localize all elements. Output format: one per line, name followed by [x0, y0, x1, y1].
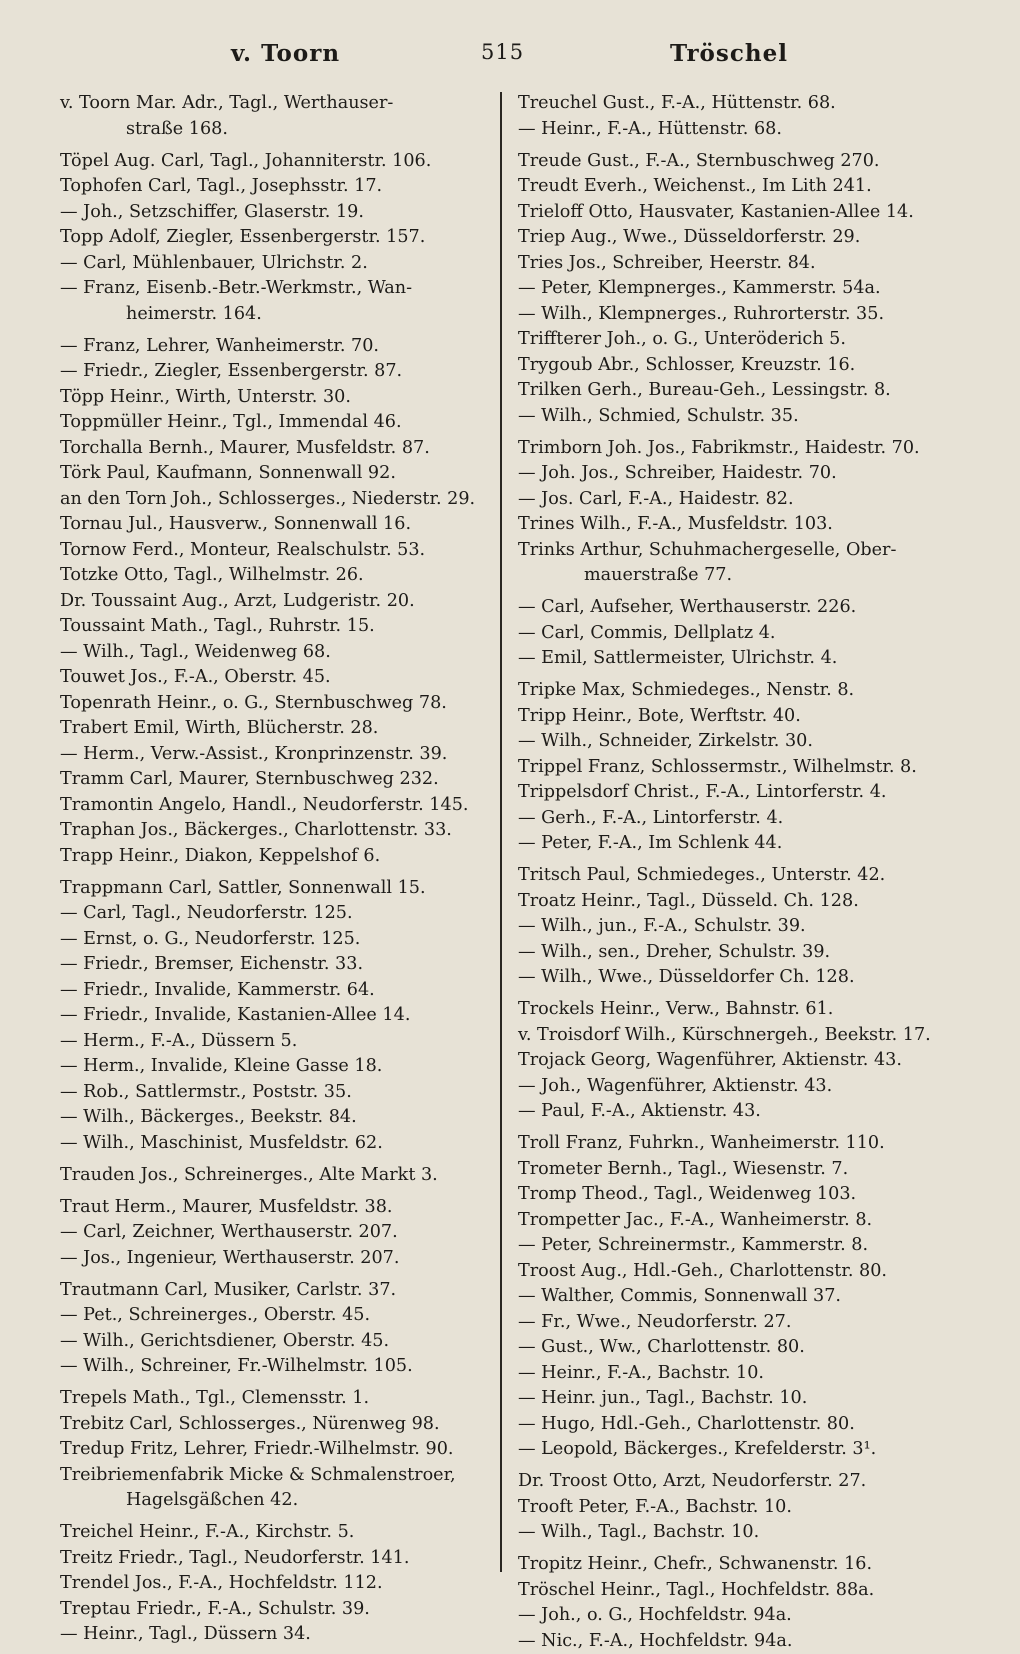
directory-entry: Trilken Gerh., Bureau-Geh., Lessingstr. 8.: [518, 378, 965, 404]
directory-entry: Trines Wilh., F.-A., Musfeldstr. 103.: [518, 512, 965, 538]
directory-entry: Trojack Georg, Wagenführer, Aktienstr. 43.: [518, 1048, 965, 1074]
directory-entry: — Peter, Schreinermstr., Kammerstr. 8.: [518, 1233, 965, 1259]
directory-entry: — Franz, Eisenb.-Betr.-Werkmstr., Wan-: [60, 276, 492, 302]
directory-entry: Trooft Peter, F.-A., Bachstr. 10.: [518, 1495, 965, 1521]
directory-entry: Toppmüller Heinr., Tgl., Immendal 46.: [60, 410, 492, 436]
right-column: [518, 91, 965, 1654]
directory-entry: Triffterer Joh., o. G., Unteröderich 5.: [518, 327, 965, 353]
directory-entry: Trieloff Otto, Hausvater, Kastanien-Allee 14.: [518, 200, 965, 226]
directory-entry: Troll Franz, Fuhrkn., Wanheimerstr. 110.: [518, 1131, 965, 1157]
directory-entry: v. Toorn Mar. Adr., Tagl., Werthauser-: [60, 91, 492, 117]
directory-entry: Trockels Heinr., Verw., Bahnstr. 61.: [518, 997, 965, 1023]
directory-entry: Dr. Troost Otto, Arzt, Neudorferstr. 27.: [518, 1469, 965, 1495]
directory-entry: Tropitz Heinr., Chefr., Schwanenstr. 16.: [518, 1552, 965, 1578]
directory-entry: Traut Herm., Maurer, Musfeldstr. 38.: [60, 1195, 492, 1221]
directory-entry: — Peter, F.-A., Im Schlenk 44.: [518, 831, 965, 857]
directory-entry: Treitz Friedr., Tagl., Neudorferstr. 141.: [60, 1546, 492, 1572]
entry-continuation: mauerstraße 77.: [518, 563, 965, 589]
directory-entry: — Wilh., Bäckerges., Beekstr. 84.: [60, 1105, 492, 1131]
directory-entry: Touwet Jos., F.-A., Oberstr. 45.: [60, 665, 492, 691]
directory-entry: — Jos. Carl, F.-A., Haidestr. 82.: [518, 487, 965, 513]
directory-entry: — Pet., Schreinerges., Oberstr. 45.: [60, 1303, 492, 1329]
directory-entry: an den Torn Joh., Schlosserges., Niederstr. 29.: [60, 487, 492, 513]
directory-entry: — Herm., Verw.-Assist., Kronprinzenstr. 39.: [60, 742, 492, 768]
directory-entry: — Wilh., Gerichtsdiener, Oberstr. 45.: [60, 1329, 492, 1355]
directory-entry: — Friedr., Ziegler, Essenbergerstr. 87.: [60, 359, 492, 385]
directory-entry: Tritsch Paul, Schmiedeges., Unterstr. 42.: [518, 863, 965, 889]
directory-entry: — Hugo, Hdl.-Geh., Charlottenstr. 80.: [518, 1412, 965, 1438]
directory-entry: — Friedr., Invalide, Kammerstr. 64.: [60, 978, 492, 1004]
directory-entry: — Paul, F.-A., Aktienstr. 43.: [518, 1099, 965, 1125]
directory-entry: Tröschel Heinr., Tagl., Hochfeldstr. 88a.: [518, 1578, 965, 1604]
directory-entry: Tripp Heinr., Bote, Werftstr. 40.: [518, 704, 965, 730]
directory-entry: Treuchel Gust., F.-A., Hüttenstr. 68.: [518, 91, 965, 117]
directory-entry: Trauden Jos., Schreinerges., Alte Markt 3.: [60, 1163, 492, 1189]
directory-entry: — Jos., Ingenieur, Werthauserstr. 207.: [60, 1246, 492, 1272]
directory-entry: Tries Jos., Schreiber, Heerstr. 84.: [518, 251, 965, 277]
directory-entry: — Joh. Jos., Schreiber, Haidestr. 70.: [518, 461, 965, 487]
entry-continuation: straße 168.: [60, 117, 492, 143]
directory-entry: Trabert Emil, Wirth, Blücherstr. 28.: [60, 716, 492, 742]
directory-entry: — Carl, Zeichner, Werthauserstr. 207.: [60, 1220, 492, 1246]
page-header: [58, 40, 963, 76]
directory-entry: Treptau Friedr., F.-A., Schulstr. 39.: [60, 1597, 492, 1623]
header-left-keyword: v. Toorn: [231, 40, 340, 67]
directory-entry: — Wilh., Schmied, Schulstr. 35.: [518, 404, 965, 430]
directory-entry: Trendel Jos., F.-A., Hochfeldstr. 112.: [60, 1571, 492, 1597]
directory-entry: Trygoub Abr., Schlosser, Kreuzstr. 16.: [518, 353, 965, 379]
directory-entry: Tornow Ferd., Monteur, Realschulstr. 53.: [60, 538, 492, 564]
directory-entry: — Gust., Ww., Charlottenstr. 80.: [518, 1335, 965, 1361]
directory-entry: Trebitz Carl, Schlosserges., Nürenweg 98.: [60, 1412, 492, 1438]
directory-entry: — Heinr., F.-A., Hüttenstr. 68.: [518, 117, 965, 143]
directory-entry: Toussaint Math., Tagl., Ruhrstr. 15.: [60, 614, 492, 640]
directory-entry: — Carl, Aufseher, Werthauserstr. 226.: [518, 595, 965, 621]
directory-entry: Tornau Jul., Hausverw., Sonnenwall 16.: [60, 512, 492, 538]
directory-entry: — Walther, Commis, Sonnenwall 37.: [518, 1284, 965, 1310]
directory-entry: Tophofen Carl, Tagl., Josephsstr. 17.: [60, 174, 492, 200]
directory-entry: — Franz, Lehrer, Wanheimerstr. 70.: [60, 334, 492, 360]
directory-entry: — Ernst, o. G., Neudorferstr. 125.: [60, 927, 492, 953]
directory-entry: — Wilh., sen., Dreher, Schulstr. 39.: [518, 940, 965, 966]
directory-entry: Trippel Franz, Schlossermstr., Wilhelmstr. 8.: [518, 755, 965, 781]
directory-entry: — Wilh., Tagl., Weidenweg 68.: [60, 640, 492, 666]
directory-entry: — Friedr., Invalide, Kastanien-Allee 14.: [60, 1003, 492, 1029]
entry-continuation: Hagelsgäßchen 42.: [60, 1488, 492, 1514]
column-divider: [500, 92, 502, 1572]
directory-entry: Troatz Heinr., Tagl., Düsseld. Ch. 128.: [518, 889, 965, 915]
directory-entry: Tromp Theod., Tagl., Weidenweg 103.: [518, 1182, 965, 1208]
left-column: [60, 91, 492, 1648]
directory-entry: — Joh., o. G., Hochfeldstr. 94a.: [518, 1603, 965, 1629]
directory-entry: Trippelsdorf Christ., F.-A., Lintorferstr. 4.: [518, 780, 965, 806]
directory-entry: — Carl, Mühlenbauer, Ulrichstr. 2.: [60, 251, 492, 277]
directory-entry: Trapp Heinr., Diakon, Keppelshof 6.: [60, 844, 492, 870]
directory-entry: Trappmann Carl, Sattler, Sonnenwall 15.: [60, 876, 492, 902]
directory-entry: Tripke Max, Schmiedeges., Nenstr. 8.: [518, 678, 965, 704]
directory-entry: — Heinr. jun., Tagl., Bachstr. 10.: [518, 1386, 965, 1412]
directory-entry: — Carl, Tagl., Neudorferstr. 125.: [60, 901, 492, 927]
directory-entry: — Carl, Commis, Dellplatz 4.: [518, 621, 965, 647]
directory-entry: — Wilh., Schreiner, Fr.-Wilhelmstr. 105.: [60, 1354, 492, 1380]
directory-entry: — Herm., Invalide, Kleine Gasse 18.: [60, 1054, 492, 1080]
directory-entry: Trometer Bernh., Tagl., Wiesenstr. 7.: [518, 1157, 965, 1183]
directory-entry: Trompetter Jac., F.-A., Wanheimerstr. 8.: [518, 1208, 965, 1234]
directory-entry: v. Troisdorf Wilh., Kürschnergeh., Beekstr. 17.: [518, 1023, 965, 1049]
directory-entry: — Fr., Wwe., Neudorferstr. 27.: [518, 1310, 965, 1336]
directory-entry: Treudt Everh., Weichenst., Im Lith 241.: [518, 174, 965, 200]
directory-entry: — Heinr., Tagl., Düssern 34.: [60, 1622, 492, 1648]
directory-entry: — Nic., F.-A., Hochfeldstr. 94a.: [518, 1629, 965, 1654]
directory-entry: — Wilh., Schneider, Zirkelstr. 30.: [518, 729, 965, 755]
directory-entry: Törk Paul, Kaufmann, Sonnenwall 92.: [60, 461, 492, 487]
directory-entry: Triep Aug., Wwe., Düsseldorferstr. 29.: [518, 225, 965, 251]
directory-entry: Troost Aug., Hdl.-Geh., Charlottenstr. 80.: [518, 1259, 965, 1285]
directory-entry: Trinks Arthur, Schuhmachergeselle, Ober-: [518, 538, 965, 564]
directory-entry: Treude Gust., F.-A., Sternbuschweg 270.: [518, 149, 965, 175]
directory-entry: — Wilh., Maschinist, Musfeldstr. 62.: [60, 1131, 492, 1157]
directory-entry: Treichel Heinr., F.-A., Kirchstr. 5.: [60, 1520, 492, 1546]
directory-entry: — Joh., Setzschiffer, Glaserstr. 19.: [60, 200, 492, 226]
entry-continuation: heimerstr. 164.: [60, 302, 492, 328]
directory-entry: Topenrath Heinr., o. G., Sternbuschweg 78.: [60, 691, 492, 717]
header-right-keyword: Tröschel: [670, 40, 788, 67]
directory-entry: — Friedr., Bremser, Eichenstr. 33.: [60, 952, 492, 978]
directory-entry: — Leopold, Bäckerges., Krefelderstr. 3¹.: [518, 1437, 965, 1463]
directory-entry: Trimborn Joh. Jos., Fabrikmstr., Haidestr. 70.: [518, 436, 965, 462]
directory-entry: Trautmann Carl, Musiker, Carlstr. 37.: [60, 1278, 492, 1304]
directory-entry: Tramm Carl, Maurer, Sternbuschweg 232.: [60, 767, 492, 793]
directory-entry: — Rob., Sattlermstr., Poststr. 35.: [60, 1080, 492, 1106]
directory-entry: Treibriemenfabrik Micke & Schmalenstroer,: [60, 1463, 492, 1489]
directory-entry: — Emil, Sattlermeister, Ulrichstr. 4.: [518, 646, 965, 672]
directory-entry: Torchalla Bernh., Maurer, Musfeldstr. 87.: [60, 436, 492, 462]
directory-entry: Töpp Heinr., Wirth, Unterstr. 30.: [60, 385, 492, 411]
directory-entry: Tredup Fritz, Lehrer, Friedr.-Wilhelmstr. 90.: [60, 1437, 492, 1463]
directory-entry: — Herm., F.-A., Düssern 5.: [60, 1029, 492, 1055]
directory-entry: Töpel Aug. Carl, Tagl., Johanniterstr. 106.: [60, 149, 492, 175]
directory-entry: — Joh., Wagenführer, Aktienstr. 43.: [518, 1074, 965, 1100]
directory-entry: — Heinr., F.-A., Bachstr. 10.: [518, 1361, 965, 1387]
directory-entry: Topp Adolf, Ziegler, Essenbergerstr. 157.: [60, 225, 492, 251]
directory-entry: — Wilh., Klempnerges., Ruhrorterstr. 35.: [518, 302, 965, 328]
directory-entry: — Gerh., F.-A., Lintorferstr. 4.: [518, 806, 965, 832]
directory-entry: Traphan Jos., Bäckerges., Charlottenstr. 33.: [60, 818, 492, 844]
directory-entry: Trepels Math., Tgl., Clemensstr. 1.: [60, 1386, 492, 1412]
directory-entry: Tramontin Angelo, Handl., Neudorferstr. 145.: [60, 793, 492, 819]
directory-entry: — Wilh., Tagl., Bachstr. 10.: [518, 1520, 965, 1546]
directory-entry: Totzke Otto, Tagl., Wilhelmstr. 26.: [60, 563, 492, 589]
directory-entry: — Wilh., jun., F.-A., Schulstr. 39.: [518, 914, 965, 940]
directory-entry: Dr. Toussaint Aug., Arzt, Ludgeristr. 20.: [60, 589, 492, 615]
page-number: 515: [481, 40, 524, 64]
directory-entry: — Wilh., Wwe., Düsseldorfer Ch. 128.: [518, 965, 965, 991]
directory-entry: — Peter, Klempnerges., Kammerstr. 54a.: [518, 276, 965, 302]
